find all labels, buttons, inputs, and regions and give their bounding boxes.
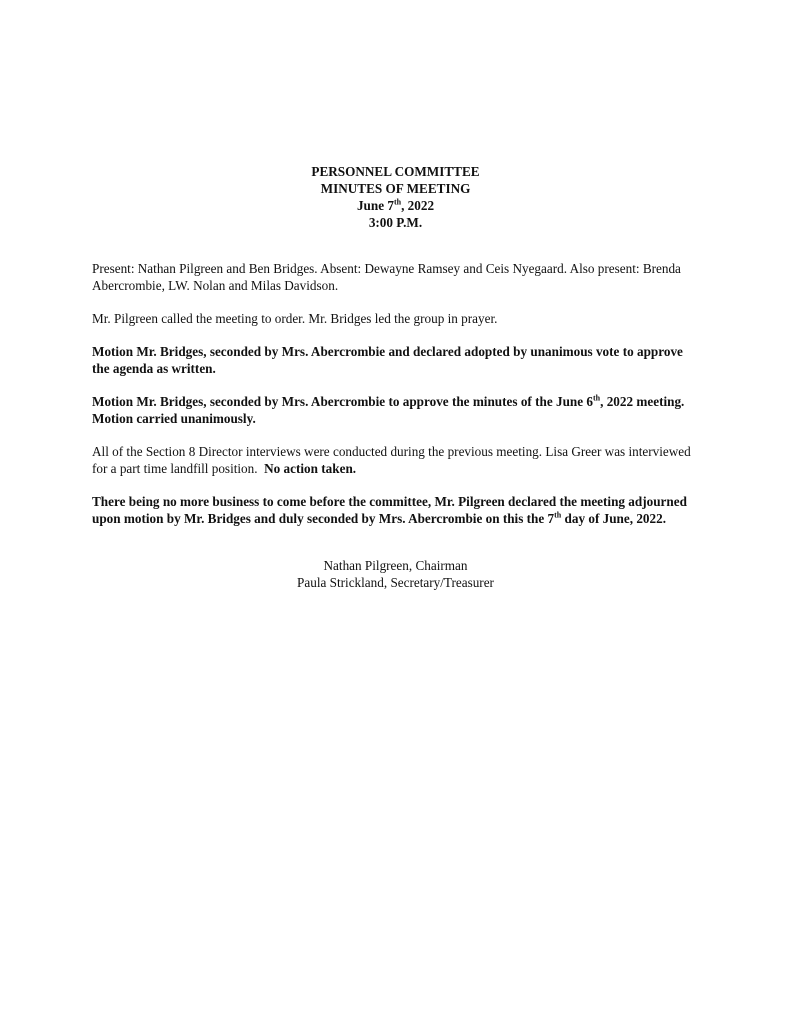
interviews-paragraph — [92, 443, 698, 477]
motion-minutes-text-a: Motion Mr. Bridges, seconded by Mrs. Abercrombie to approve the minutes of the June 6 — [92, 394, 593, 409]
minutes-subtitle: MINUTES OF MEETING — [320, 181, 471, 196]
interviews-text: All of the Section 8 Director interviews were conducted during the previous meeting. Lisa Greer was interviewed for a part time landfill position. — [92, 444, 691, 476]
committee-title: PERSONNEL COMMITTEE — [311, 164, 480, 179]
meeting-date-prefix: June 7 — [356, 198, 394, 213]
meeting-date-rest: , 2022 — [401, 198, 435, 213]
meeting-date — [0, 197, 791, 214]
motion-agenda-paragraph: Motion Mr. Bridges, seconded by Mrs. Abercrombie and declared adopted by unanimous vote to approve the agenda as written. — [92, 344, 683, 376]
motion-minutes-text-b: , 2022 meeting. Motion carried unanimously. — [92, 394, 685, 426]
chairman-signature: Nathan Pilgreen, Chairman — [323, 558, 468, 573]
interviews-action: No action taken. — [264, 461, 357, 476]
attendance-paragraph: Present: Nathan Pilgreen and Ben Bridges. Absent: Dewayne Ramsey and Ceis Nyegaard. Also present: Brenda Abercrombie, LW. Nolan and Milas Davidson. — [92, 261, 681, 293]
meeting-time: 3:00 P.M. — [368, 215, 423, 230]
adjourn-text-b: day of June, 2022. — [561, 511, 667, 526]
adjourn-paragraph — [92, 493, 698, 527]
adjourn-text-a: There being no more business to come before the committee, Mr. Pilgreen declared the meeting adjourned upon motion by Mr. Bridges and duly seconded by Mrs. Abercrombie on this the 7 — [92, 494, 687, 526]
call-to-order-paragraph: Mr. Pilgreen called the meeting to order. Mr. Bridges led the group in prayer. — [92, 311, 498, 326]
secretary-signature: Paula Strickland, Secretary/Treasurer — [297, 575, 494, 590]
signature-block — [0, 557, 791, 591]
motion-minutes-paragraph — [92, 393, 698, 427]
minutes-body — [92, 260, 698, 543]
motion-minutes-sup: th — [592, 393, 601, 403]
adjourn-sup: th — [554, 510, 562, 520]
document-header — [0, 163, 791, 231]
meeting-date-suffix: th — [393, 197, 402, 207]
